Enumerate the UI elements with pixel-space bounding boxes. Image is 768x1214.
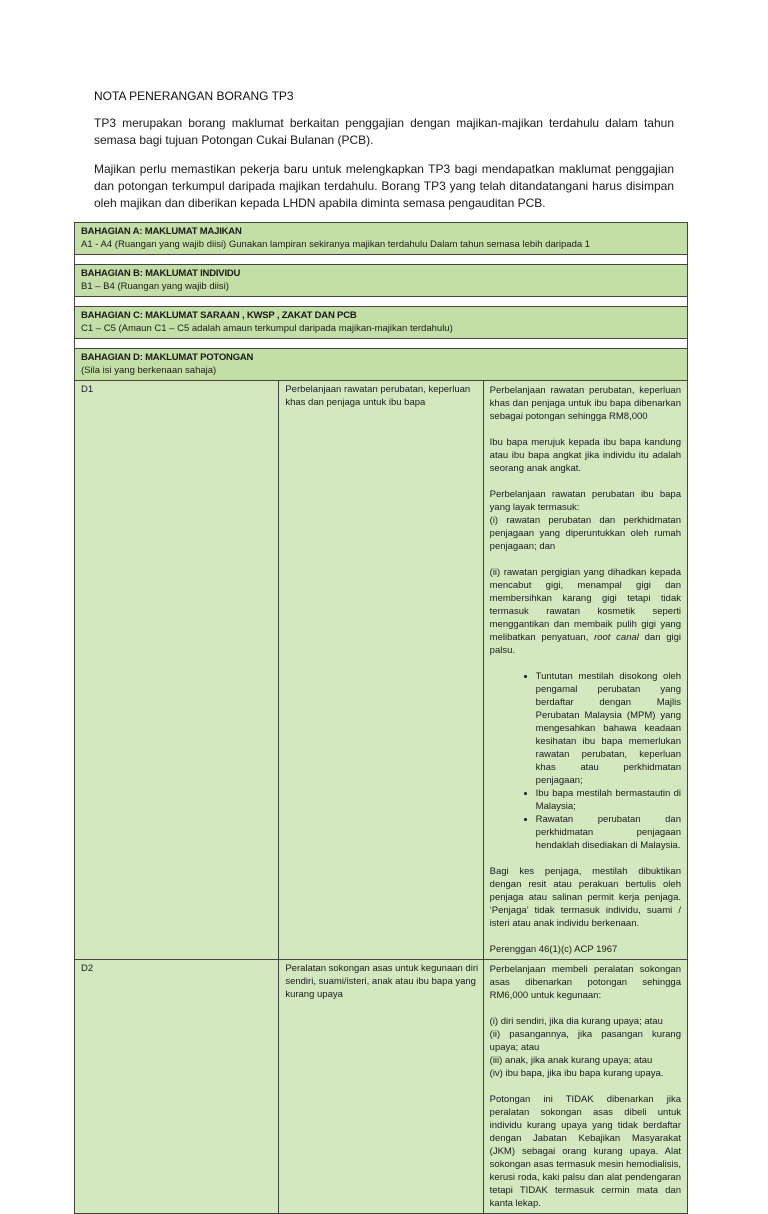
explanation-text: Perbelanjaan rawatan perubatan ibu bapa yang layak termasuk: [489, 489, 681, 513]
section-heading: BAHAGIAN A: MAKLUMAT MAJIKAN [81, 226, 242, 237]
section-d-row [75, 349, 688, 381]
list-item: (i) diri sendiri, jika dia kurang upaya; atau [489, 1016, 663, 1027]
form-explanation-table [74, 222, 688, 1214]
list-item: • Rawatan perubatan dan perkhidmatan penjagaan hendaklah disediakan di Malaysia. [536, 813, 681, 852]
explanation-text [490, 488, 681, 553]
section-heading: BAHAGIAN D: MAKLUMAT POTONGAN [81, 352, 254, 363]
spacer-row [75, 255, 688, 265]
spacer-row [75, 297, 688, 307]
section-header [75, 307, 688, 339]
explanation-text: Perbelanjaan rawatan perubatan, keperluan khas dan penjaga untuk ibu bapa dibenarkan sebagai potongan sehingga RM8,000 [489, 385, 681, 422]
table-row [75, 960, 688, 1214]
section-subheading: B1 – B4 (Ruangan yang wajib diisi) [81, 281, 229, 292]
explanation-text: (i) rawatan perubatan dan perkhidmatan penjagaan yang diperuntukkan oleh rumah penjagaan; dan [489, 515, 681, 552]
item-code: D1 [75, 381, 279, 960]
spacer-row [75, 339, 688, 349]
explanation-text: Ibu bapa merujuk kepada ibu bapa kandung atau ibu bapa angkat jika individu itu adalah seorang anak angkat. [489, 437, 681, 474]
section-b-row [75, 265, 688, 297]
explanation-text: Potongan ini TIDAK dibenarkan jika peralatan sokongan asas dibeli untuk individu kurang upaya yang tidak berdaftar dengan Jabatan Kebajikan Masyarakat (JKM) sebagai orang kurang upaya. Alat sokongan asas termasuk mesin hemodialisis, kerusi roda, kaki palsu dan alat pendengaran tetapi TIDAK termasuk cermin mata dan kanta lekap. [489, 1094, 681, 1209]
item-code: D2 [75, 960, 279, 1214]
section-header [75, 223, 688, 255]
list-item: (iv) ibu bapa, jika ibu bapa kurang upaya. [489, 1068, 664, 1079]
employer-paragraph: Majikan perlu memastikan pekerja baru untuk melengkapkan TP3 bagi mendapatkan maklumat penggajian dan potongan terkumpul daripada majikan terdahulu. Borang TP3 yang telah ditandatangani harus disimpan oleh majikan dan diberikan kepada LHDN apabila diminta semasa pengauditan PCB. [94, 162, 674, 210]
table-row [75, 381, 688, 960]
explanation-text [490, 566, 681, 657]
intro-paragraph: TP3 merupakan borang maklumat berkaitan penggajian dengan majikan-majikan terdahulu dalam tahun semasa bagi tujuan Potongan Cukai Bulanan (PCB). [94, 116, 674, 147]
item-description: Perbelanjaan rawatan perubatan, keperluan khas dan penjaga untuk ibu bapa [279, 381, 483, 960]
item-explanation [483, 381, 687, 960]
section-subheading: A1 - A4 (Ruangan yang wajib diisi) Gunakan lampiran sekiranya majikan terdahulu Dalam tahun semasa lebih daripada 1 [81, 239, 591, 250]
page-title: NOTA PENERANGAN BORANG TP3 [94, 89, 294, 103]
explanation-text: Perbelanjaan membeli peralatan sokongan asas dibenarkan potongan sehingga RM6,000 untuk kegunaan: [489, 964, 681, 1001]
legal-reference: Perenggan 46(1)(c) ACP 1967 [489, 944, 618, 955]
section-c-row [75, 307, 688, 339]
section-heading: BAHAGIAN B: MAKLUMAT INDIVIDU [81, 268, 241, 279]
bullet-list [490, 670, 681, 852]
list-item: • Ibu bapa mestilah bermastautin di Malaysia; [536, 787, 681, 813]
section-header [75, 265, 688, 297]
explanation-text: Bagi kes penjaga, mestilah dibuktikan dengan resit atau perakuan bertulis oleh penjaga atau salinan permit kerja penjaga. ‘Penjaga’ tidak termasuk individu, suami / isteri atau anak individu berkenaan. [489, 866, 681, 929]
list-item: (ii) pasangannya, jika pasangan kurang upaya; atau [489, 1029, 681, 1053]
section-heading: BAHAGIAN C: MAKLUMAT SARAAN , KWSP , ZAKAT DAN PCB [81, 310, 357, 321]
explanation-text: (ii) rawatan pergigian yang dihadkan kepada mencabut gigi, menampal gigi dan membersihkan karang gigi tetapi tidak termasuk rawatan kosmetik seperti menggantikan dan membaik pulih gigi yang melibatkan penyatuan, [489, 567, 681, 643]
list-item: • Tuntutan mestilah disokong oleh pengamal perubatan yang berdaftar dengan Majlis Perubatan Malaysia (MPM) yang mengesahkan bahawa keadaan kesihatan ibu bapa memerlukan rawatan perubatan, keperluan khas atau perkhidmatan penjagaan; [536, 670, 681, 787]
item-explanation [483, 960, 687, 1214]
explanation-list [490, 1015, 681, 1080]
list-item: (iii) anak, jika anak kurang upaya; atau [489, 1055, 653, 1066]
section-header [75, 349, 688, 381]
section-subheading: C1 – C5 (Amaun C1 – C5 adalah amaun terkumpul daripada majikan-majikan terdahulu) [81, 323, 453, 334]
explanation-text: dan gigi palsu. [489, 632, 681, 656]
item-description: Peralatan sokongan asas untuk kegunaan diri sendiri, suami/isteri, anak atau ibu bapa yang kurang upaya [279, 960, 483, 1214]
section-subheading: (Sila isi yang berkenaan sahaja) [81, 365, 217, 376]
section-a-row [75, 223, 688, 255]
emphasis-text: root canal [594, 632, 639, 643]
